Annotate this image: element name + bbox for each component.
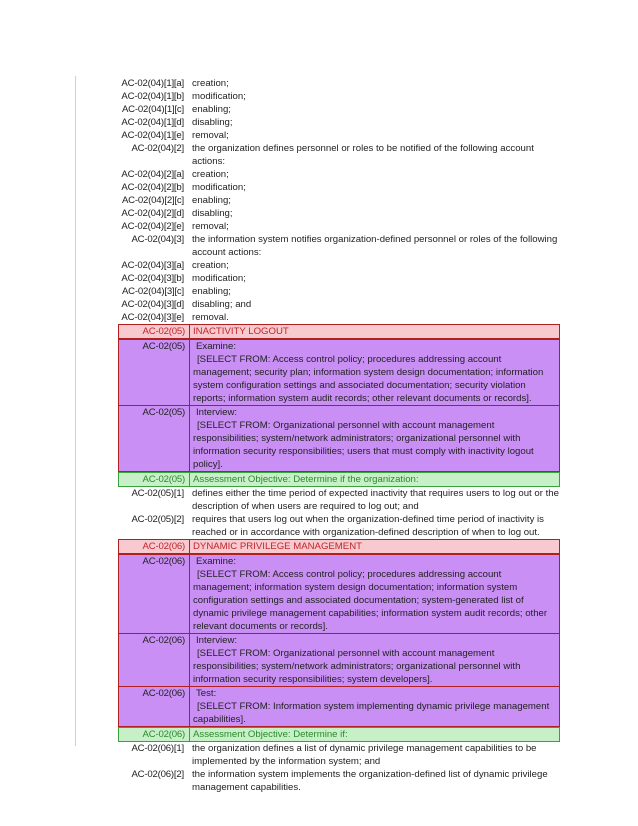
item-text: defines either the time period of expected inactivity that requires users to log out or the description of when users are required to log out; and <box>192 488 559 512</box>
control-id: AC-02(05) <box>142 326 185 337</box>
control-id: AC-02(05) <box>142 474 185 485</box>
item-text: removal; <box>192 221 229 232</box>
control-id: AC-02(05)[2] <box>131 514 184 525</box>
control-id: AC-02(05) <box>142 407 185 418</box>
method-text: [SELECT FROM: Organizational personnel with account management responsibilities; system/network administrators; organizational personnel with information security responsibilities; system developers]. <box>189 647 559 686</box>
control-id: AC-02(04)[3][e] <box>121 312 184 323</box>
method-label: Examine: <box>189 340 559 353</box>
item-row <box>118 298 560 311</box>
page-margin-rule <box>75 76 76 746</box>
item-text: the information system notifies organization-defined personnel or roles of the following account actions: <box>192 234 558 258</box>
item-row <box>118 220 560 233</box>
control-id: AC-02(06)[1] <box>131 743 184 754</box>
item-text: creation; <box>192 260 229 271</box>
control-id: AC-02(04)[1][e] <box>121 130 184 141</box>
method-label: Test: <box>189 687 559 700</box>
item-row <box>118 129 560 142</box>
document-body <box>118 77 560 794</box>
item-text: enabling; <box>192 286 231 297</box>
item-row <box>118 233 560 259</box>
determination-items-ac-02-05 <box>118 487 560 539</box>
item-text: modification; <box>192 182 246 193</box>
assessment-method <box>119 633 559 686</box>
item-row <box>118 742 560 768</box>
control-id: AC-02(04)[2][c] <box>121 195 184 206</box>
section-title: INACTIVITY LOGOUT <box>189 325 559 338</box>
item-row <box>118 77 560 90</box>
item-text: removal. <box>192 312 229 323</box>
assessment-methods-ac-02-05 <box>118 339 560 472</box>
item-text: requires that users log out when the organization-defined time period of inactivity is reached or in accordance with organization-defined description of when to log out. <box>192 514 544 538</box>
assessment-method <box>119 405 559 471</box>
method-label: Examine: <box>189 555 559 568</box>
item-text: creation; <box>192 169 229 180</box>
method-label: Interview: <box>189 634 559 647</box>
method-label-row <box>119 406 559 419</box>
section-header-inactivity-logout <box>118 324 560 339</box>
method-text-row <box>119 568 559 633</box>
control-items-ac-02-04 <box>118 77 560 324</box>
determination-items-ac-02-06 <box>118 742 560 794</box>
method-text: [SELECT FROM: Access control policy; procedures addressing account management; information system design documentation; information system configuration settings and associated documentation; system-generated list of dynamic privilege management capabilities; information system audit records; other relevant documents or records]. <box>189 568 559 633</box>
section-title: DYNAMIC PRIVILEGE MANAGEMENT <box>189 540 559 553</box>
item-text: disabling; and <box>192 299 252 310</box>
method-label-row <box>119 555 559 568</box>
control-id: AC-02(04)[2][b] <box>121 182 184 193</box>
item-row <box>118 194 560 207</box>
control-id: AC-02(04)[3][c] <box>121 286 184 297</box>
method-label-row <box>119 687 559 700</box>
control-id: AC-02(04)[2][e] <box>121 221 184 232</box>
assessment-objective-ac-02-05 <box>118 472 560 487</box>
control-id: AC-02(04)[2][d] <box>121 208 184 219</box>
item-row <box>118 168 560 181</box>
control-id: AC-02(04)[2] <box>131 143 184 154</box>
item-text: enabling; <box>192 195 231 206</box>
control-id: AC-02(05)[1] <box>131 488 184 499</box>
item-text: disabling; <box>192 208 233 219</box>
control-id: AC-02(06) <box>142 635 185 646</box>
item-text: disabling; <box>192 117 233 128</box>
method-label-row <box>119 340 559 353</box>
item-text: modification; <box>192 273 246 284</box>
item-row <box>118 285 560 298</box>
method-text-row <box>119 353 559 405</box>
item-text: the organization defines personnel or roles to be notified of the following account actions: <box>192 143 534 167</box>
control-id: AC-02(04)[3][b] <box>121 273 184 284</box>
method-text: [SELECT FROM: Access control policy; procedures addressing account management; security plan; information system design documentation; information system configuration settings and associated documentation; security violation reports; information system audit records; other relevant documents or records]. <box>189 353 559 405</box>
assessment-methods-ac-02-06 <box>118 554 560 727</box>
item-text: creation; <box>192 78 229 89</box>
section-header-dynamic-privilege-management <box>118 539 560 554</box>
assessment-method <box>119 686 559 726</box>
objective-text: Assessment Objective: Determine if: <box>189 728 559 741</box>
objective-text: Assessment Objective: Determine if the organization: <box>189 473 559 486</box>
item-text: the information system implements the organization-defined list of dynamic privilege management capabilities. <box>192 769 548 793</box>
item-row <box>118 116 560 129</box>
item-text: modification; <box>192 91 246 102</box>
item-row <box>118 272 560 285</box>
control-id: AC-02(06)[2] <box>131 769 184 780</box>
item-row <box>118 259 560 272</box>
item-row <box>118 142 560 168</box>
item-row <box>118 181 560 194</box>
method-text: [SELECT FROM: Information system implementing dynamic privilege management capabilities]. <box>189 700 559 726</box>
control-id: AC-02(05) <box>142 341 185 352</box>
item-row <box>118 513 560 539</box>
method-text-row <box>119 419 559 471</box>
item-row <box>118 207 560 220</box>
item-row <box>118 90 560 103</box>
item-text: removal; <box>192 130 229 141</box>
control-id: AC-02(04)[3][a] <box>121 260 184 271</box>
method-text-row <box>119 647 559 686</box>
control-id: AC-02(06) <box>142 556 185 567</box>
item-text: the organization defines a list of dynamic privilege management capabilities to be implemented by the information system; and <box>192 743 537 767</box>
item-row <box>118 311 560 324</box>
item-text: enabling; <box>192 104 231 115</box>
control-id: AC-02(04)[1][a] <box>121 78 184 89</box>
control-id: AC-02(04)[3][d] <box>121 299 184 310</box>
item-row <box>118 487 560 513</box>
method-label-row <box>119 634 559 647</box>
item-row <box>118 768 560 794</box>
control-id: AC-02(06) <box>142 541 185 552</box>
control-id: AC-02(04)[3] <box>131 234 184 245</box>
control-id: AC-02(06) <box>142 688 185 699</box>
control-id: AC-02(06) <box>142 729 185 740</box>
method-text: [SELECT FROM: Organizational personnel with account management responsibilities; system/network administrators; organizational personnel with information security responsibilities; users that must comply with inactivity logout policy]. <box>189 419 559 471</box>
method-text-row <box>119 700 559 726</box>
control-id: AC-02(04)[1][d] <box>121 117 184 128</box>
assessment-method <box>119 340 559 405</box>
control-id: AC-02(04)[2][a] <box>121 169 184 180</box>
control-id: AC-02(04)[1][b] <box>121 91 184 102</box>
control-id: AC-02(04)[1][c] <box>121 104 184 115</box>
assessment-method <box>119 555 559 633</box>
method-label: Interview: <box>189 406 559 419</box>
item-row <box>118 103 560 116</box>
assessment-objective-ac-02-06 <box>118 727 560 742</box>
